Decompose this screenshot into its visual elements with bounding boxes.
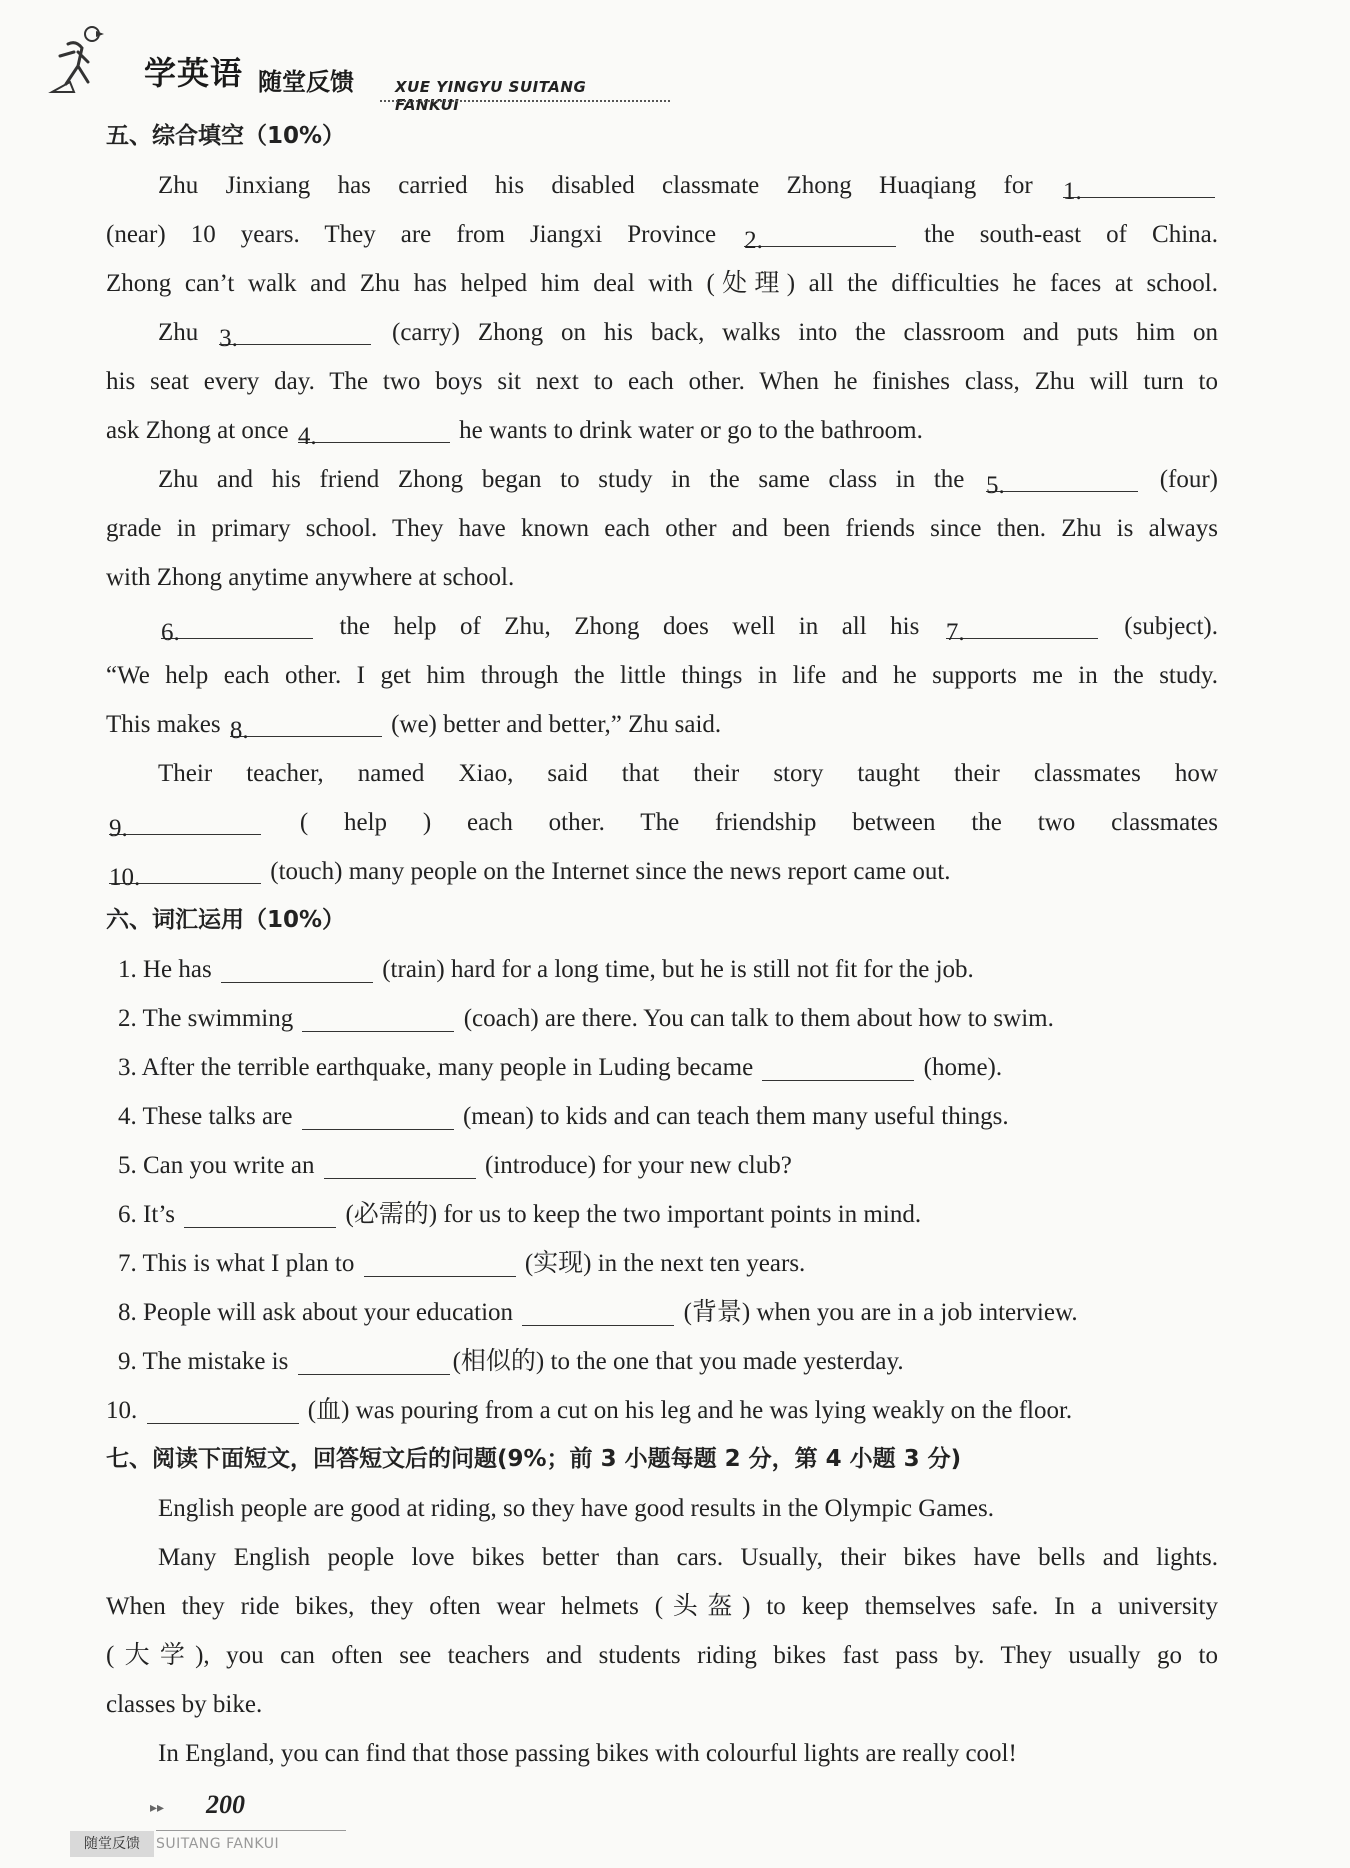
text: He has (136, 956, 218, 983)
item-number: 5. (118, 1152, 137, 1179)
vocab-blank-3[interactable] (762, 1050, 914, 1081)
vocab-item (106, 945, 1218, 994)
vocab-item (106, 1141, 1218, 1190)
item-number: 1. (118, 956, 137, 983)
reading-line: In England, you can find that those passing bikes with colourful lights are really cool! (158, 1740, 1017, 1767)
text: ask Zhong at once (106, 417, 295, 444)
logo-subtitle: 随堂反馈 (258, 68, 354, 96)
answer-blank-1[interactable] (1063, 167, 1215, 205)
footer-tag-english: SUITANG FANKUI (156, 1836, 280, 1852)
vocab-blank-5[interactable] (324, 1148, 476, 1179)
section7-heading: 七、阅读下面短文，回答短文后的问题(9%；前 3 小题每题 2 分，第 4 小题 3 分) (106, 1446, 962, 1472)
item-number: 3. (118, 1054, 137, 1081)
item-number: 9. (118, 1348, 137, 1375)
text: his seat every day. The two boys sit next to each other. When he finishes class, Zhu will turn to (106, 368, 1218, 395)
text: (touch) many people on the Internet since the news report came out. (264, 858, 951, 885)
text: (coach) are there. You can talk to them about how to swim. (457, 1005, 1054, 1032)
reading-line: Many English people love bikes better than cars. Usually, their bikes have bells and lights. (158, 1544, 1218, 1571)
item-number: 10. (106, 1397, 138, 1424)
item-number: 7. (118, 1250, 137, 1277)
text: People will ask about your education (136, 1299, 520, 1326)
text: (home). (917, 1054, 1003, 1081)
reading-line: English people are good at riding, so they have good results in the Olympic Games. (158, 1495, 994, 1522)
passage-line (106, 455, 1218, 504)
text: After the terrible earthquake, many people in Luding became (136, 1054, 760, 1081)
reading-line: When they ride bikes, they often wear helmets (头盔) to keep themselves safe. In a university (106, 1593, 1218, 1620)
blank-number: 6. (161, 619, 180, 646)
text: These talks are (136, 1103, 299, 1130)
text: (背景) when you are in a job interview. (677, 1299, 1078, 1326)
blank-number: 9. (109, 815, 128, 842)
blank-number: 5. (986, 472, 1005, 499)
vocab-blank-6[interactable] (184, 1197, 336, 1228)
worksheet-content (106, 112, 1218, 1778)
text: The swimming (136, 1005, 300, 1032)
section6-heading: 六、词汇运用（10%） (106, 907, 346, 933)
item-number: 4. (118, 1103, 137, 1130)
text: (血) was pouring from a cut on his leg and he was lying weakly on the floor. (301, 1397, 1073, 1424)
passage-line (106, 210, 1218, 259)
passage-line (106, 798, 1218, 847)
vocab-item (106, 1337, 1218, 1386)
text: the help of Zhu, Zhong does well in all his (316, 613, 943, 640)
vocab-blank-8[interactable] (522, 1295, 674, 1326)
passage-line (106, 406, 1218, 455)
blank-number: 4. (297, 423, 317, 450)
text: with Zhong anytime anywhere at school. (106, 564, 515, 591)
text (137, 1397, 143, 1424)
text: grade in primary school. They have known each other and been friends since then. Zhu is always (106, 515, 1218, 542)
answer-blank-4[interactable] (297, 412, 450, 450)
blank-number: 3. (219, 325, 238, 352)
text: the south-east of China. (899, 221, 1218, 248)
text: (train) hard for a long time, but he is still not fit for the job. (375, 956, 974, 983)
text: The mistake is (136, 1348, 295, 1375)
passage-line (106, 553, 1218, 602)
passage-line (106, 602, 1218, 651)
text: Zhu (158, 319, 217, 346)
vocab-blank-10[interactable] (147, 1393, 299, 1424)
answer-blank-10[interactable] (109, 853, 261, 891)
vocab-blank-1[interactable] (221, 952, 373, 983)
answer-blank-7[interactable] (945, 608, 1098, 646)
item-number: 8. (118, 1299, 137, 1326)
text: Zhu Jinxiang has carried his disabled classmate Zhong Huaqiang for (158, 172, 1060, 199)
text: (相似的) to the one that you made yesterday. (452, 1348, 904, 1375)
passage-line (106, 357, 1218, 406)
section5-heading: 五、综合填空（10%） (106, 123, 346, 149)
vocab-item (106, 1288, 1218, 1337)
text: (必需的) for us to keep the two important points in mind. (339, 1201, 922, 1228)
vocab-blank-4[interactable] (302, 1099, 454, 1130)
text: (carry) Zhong on his back, walks into the classroom and puts him on (374, 319, 1218, 346)
answer-blank-2[interactable] (744, 216, 896, 254)
vocab-blank-2[interactable] (302, 1001, 454, 1032)
vocab-item (106, 1239, 1218, 1288)
vocab-item (106, 1386, 1218, 1435)
footer-tag: 随堂反馈 (70, 1831, 154, 1857)
text: he wants to drink water or go to the bathroom. (452, 417, 923, 444)
vocab-item (106, 994, 1218, 1043)
reading-line: classes by bike. (106, 1691, 263, 1718)
passage-line (106, 259, 1218, 308)
passage-line (106, 749, 1218, 798)
item-number: 2. (118, 1005, 137, 1032)
arrows-icon: ▸▸ (150, 1800, 165, 1816)
blank-number: 8. (229, 717, 249, 744)
text: (mean) to kids and can teach them many useful things. (456, 1103, 1009, 1130)
logo-english: XUE YINGYU SUITANG FANKUI (395, 78, 587, 114)
text: (four) (1141, 466, 1218, 493)
passage-line (106, 847, 1218, 896)
vocab-blank-7[interactable] (364, 1246, 516, 1277)
text: (实现) in the next ten years. (518, 1250, 806, 1277)
blank-number: 7. (945, 619, 965, 646)
answer-blank-3[interactable] (219, 314, 371, 352)
header-divider (380, 100, 670, 102)
passage-line (106, 700, 1218, 749)
passage-line (106, 504, 1218, 553)
blank-number: 2. (744, 227, 763, 254)
passage-line (106, 651, 1218, 700)
text: (near) 10 years. They are from Jiangxi Province (106, 221, 742, 248)
text: Zhu and his friend Zhong began to study in the same class in the (158, 466, 984, 493)
passage-line (106, 308, 1218, 357)
page-header (40, 10, 640, 114)
text: ( help ) each other. The friendship between the two classmates (264, 809, 1218, 836)
page-footer (70, 1788, 370, 1858)
answer-blank-9[interactable] (109, 804, 261, 842)
vocab-item (106, 1190, 1218, 1239)
student-figure-icon (48, 22, 108, 102)
text: (introduce) for your new club? (478, 1152, 792, 1179)
text: Zhong can’t walk and Zhu has helped him deal with (处理) all the difficulties he faces at school. (106, 270, 1218, 297)
blank-number: 1. (1063, 178, 1082, 205)
text: (subject). (1100, 613, 1218, 640)
text: “We help each other. I get him through the little things in life and he supports me in the study. (106, 662, 1218, 689)
blank-number: 10. (109, 864, 141, 891)
vocab-item (106, 1092, 1218, 1141)
passage-line (106, 161, 1218, 210)
reading-line: (大学), you can often see teachers and students riding bikes fast pass by. They usually go to (106, 1642, 1218, 1669)
page-number: 200 (206, 1790, 245, 1819)
text: Can you write an (136, 1152, 321, 1179)
answer-blank-6[interactable] (161, 608, 313, 646)
footer-divider (156, 1830, 346, 1831)
vocab-item (106, 1043, 1218, 1092)
answer-blank-8[interactable] (229, 706, 382, 744)
answer-blank-5[interactable] (986, 461, 1138, 499)
text: This makes (106, 711, 227, 738)
text: Their teacher, named Xiao, said that their story taught their classmates how (158, 760, 1218, 787)
text: (we) better and better,” Zhu said. (384, 711, 722, 738)
text: It’s (136, 1201, 182, 1228)
item-number: 6. (118, 1201, 137, 1228)
logo-title: 学英语 (144, 54, 244, 92)
text: This is what I plan to (136, 1250, 361, 1277)
vocab-blank-9[interactable] (298, 1344, 450, 1375)
